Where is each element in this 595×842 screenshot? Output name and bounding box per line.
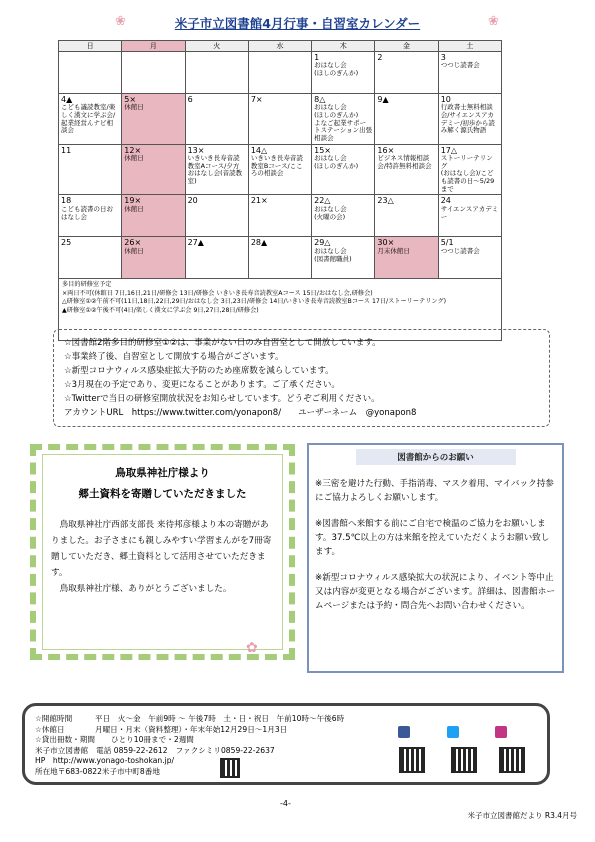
calendar-day-cell	[312, 52, 375, 94]
library-request-box	[307, 443, 564, 673]
qr-code-icon[interactable]	[499, 747, 525, 773]
notice-line: ☆事業終了後、自習室として開放する場合がございます。	[64, 352, 284, 362]
request-item: ※新型コロナウィルス感染拡大の状況により、イベント等中止又は内容が変更となる場合がございます。詳細は、図書館ホームページまたは予約・問合先へお問い合わせください。	[315, 573, 555, 611]
calendar-event-text: いきいき長寿音読教室Bコース/こころの相談会	[250, 154, 303, 178]
weekday-header: 金	[375, 41, 438, 52]
calendar-day-number: 22△	[314, 196, 331, 206]
calendar-event-text: いきいき長寿音読教室Aコース/夕方おはなし会(音読教室)	[187, 154, 243, 186]
weekday-header: 日	[59, 41, 122, 52]
closed-value: 月曜日・月末（資料整理）・年末年始12月29日～1月3日	[95, 724, 288, 734]
calendar-day-number: 15×	[314, 145, 332, 155]
calendar-day-number: 24	[440, 196, 451, 206]
qr-code-icon[interactable]	[399, 747, 425, 773]
calendar-day-cell	[438, 52, 501, 94]
calendar-event-text: おはなし会 (ほしのぎんか) よなご起業サポートステーション出張相談会	[314, 103, 373, 143]
hours-value: 平日 火～金 午前9時 ～ 午後7時 土・日・祝日 午前10時～午後6時	[95, 714, 345, 723]
calendar-day-number: 25	[61, 238, 72, 248]
calendar-day-number: 5×	[124, 95, 137, 104]
calendar-day-number: 14△	[250, 145, 268, 155]
weekday-header: 月	[122, 41, 185, 52]
calendar-day-cell	[59, 195, 122, 237]
calendar-day-cell	[122, 237, 185, 279]
calendar-event-text: 行政書士無料相談会/サイエンスアカデミー/初歩から読み解く源氏物語	[440, 103, 495, 135]
request-title: 図書館からのお願い	[356, 449, 516, 465]
request-item: ※図書館へ来館する前にご自宅で検温のご協力をお願いします。37.5℃以上の方は来館を控えていただくようお願い致します。	[315, 519, 550, 557]
calendar-day-cell	[312, 94, 375, 145]
library-name: 米子市立図書館	[35, 745, 89, 755]
closed-label: ☆休館日	[35, 724, 65, 734]
weekday-header: 水	[248, 41, 311, 52]
calendar-event-text: おはなし会 (ほしのぎんか)	[314, 61, 359, 78]
calendar-event-text: ストーリーテリング (おはなし会)/こども読書の日～5/29まで	[440, 154, 495, 193]
note-line: ▲研修室①②午後不可(4日/楽しく漢文に学ぶ会 9日,27日,28日/研修会)	[62, 306, 259, 314]
calendar-day-number: 30×	[377, 238, 395, 248]
calendar-day-cell	[185, 195, 248, 237]
calendar-day-cell	[59, 237, 122, 279]
weekday-header: 火	[185, 41, 248, 52]
calendar-event-text: 休館日	[124, 154, 144, 163]
calendar-day-cell	[59, 52, 122, 94]
calendar-day-number: 9▲	[377, 95, 389, 104]
calendar-day-number: 12×	[124, 145, 142, 155]
calendar-day-number: 29△	[314, 238, 331, 248]
flower-decoration: ❀	[488, 14, 499, 29]
notice-line: ☆図書館2階多目的研修室①②は、事業がない日のみ自習室として開放しています。	[64, 338, 381, 348]
fax: ファクシミリ0859-22-2637	[175, 745, 275, 755]
twitter-account-line[interactable]: アカウントURL https://www.twitter.com/yonapon8/ ユーザーネーム @yonapon8	[64, 408, 417, 418]
calendar-day-cell	[122, 52, 185, 94]
request-item: ※三密を避けた行動、手指消毒、マスク着用、マイバック持参にご協力よろしくお願いします。	[315, 479, 554, 503]
thanks-subtitle: 郷土資料を寄贈していただきました	[78, 488, 247, 500]
calendar-day-number: 20	[187, 196, 198, 206]
calendar-event-text: こども読書の日おはなし会	[61, 204, 113, 221]
calendar-day-cell	[312, 237, 375, 279]
note-line: ×両日不可(休館日 7日,16日,21日/研修会 13日/研修会 いきいき長寿音読教室Aコース 15日/おはなし会,研修会)	[62, 289, 373, 297]
calendar-day-number: 27▲	[187, 238, 204, 248]
twitter-icon[interactable]	[447, 726, 459, 738]
calendar-day-cell	[185, 237, 248, 279]
address: 所在地〒683-0822米子市中町8番地	[35, 766, 160, 776]
calendar-day-number: 2	[377, 53, 383, 62]
calendar-event-text: つつじ読書会	[440, 246, 480, 255]
calendar-day-cell	[375, 195, 438, 237]
study-room-notice	[53, 329, 550, 427]
calendar-event-text: つつじ読書会	[440, 61, 480, 70]
calendar-event-text: 休館日	[124, 246, 144, 255]
calendar-day-cell	[438, 144, 501, 195]
calendar-day-cell	[185, 144, 248, 195]
qr-code-icon[interactable]	[220, 758, 240, 778]
notice-line: ☆新型コロナウィルス感染症拡大予防のため座席数を減らしています。	[64, 366, 334, 376]
calendar-day-cell	[312, 195, 375, 237]
calendar-day-number: 8△	[314, 95, 326, 104]
note-line: △研修室①②午前不可(11日,18日,22日,29日/おはなし会 3日,23日/研修会 14日/いきいき長寿音読教室Bコース 17日/ストーリーテリング)	[62, 298, 447, 306]
calendar-day-cell	[248, 52, 311, 94]
calendar-day-cell	[185, 52, 248, 94]
newsletter-name: 米子市立図書館だより R3.4月号	[467, 811, 577, 820]
hours-label: ☆開館時間	[35, 714, 73, 723]
calendar-day-number: 23△	[377, 196, 394, 206]
qr-code-icon[interactable]	[451, 747, 477, 773]
calendar-day-cell	[438, 195, 501, 237]
calendar-day-cell	[248, 94, 311, 145]
calendar-event-text: こども議読教室/楽しく漢文に学ぶ会/起業経営んナビ相談会	[61, 103, 116, 135]
calendar-day-number: 10	[440, 95, 451, 104]
calendar-day-cell	[59, 94, 122, 145]
calendar-day-cell	[122, 144, 185, 195]
donation-thanks-box	[30, 444, 295, 660]
calendar-day-cell	[122, 195, 185, 237]
homepage-link[interactable]: HP http://www.yonago-toshokan.jp/	[35, 756, 175, 765]
weekday-header: 土	[438, 41, 501, 52]
calendar-event-text: おはなし会 (ほしのぎんか)	[314, 154, 359, 170]
notes-title: 多目的研修室予定	[62, 281, 112, 289]
calendar-event-text: おはなし会 (図書館職員)	[314, 246, 352, 263]
loan-value: ひとり10冊まで・2週間	[111, 735, 194, 744]
calendar-day-cell	[312, 144, 375, 195]
calendar-day-cell	[248, 195, 311, 237]
calendar-day-cell	[375, 52, 438, 94]
calendar-day-cell	[248, 237, 311, 279]
loan-label: ☆貸出冊数・期間	[35, 735, 95, 744]
calendar-day-cell	[59, 144, 122, 195]
calendar-day-number: 3	[440, 53, 446, 62]
calendar-day-number: 6	[187, 95, 193, 104]
calendar-day-cell	[248, 144, 311, 195]
calendar-day-cell	[122, 94, 185, 145]
calendar-day-cell	[375, 94, 438, 145]
flower-decoration: ✿	[246, 640, 258, 656]
calendar-day-number: 18	[61, 196, 72, 206]
calendar-table	[58, 40, 502, 341]
calendar-day-number: 5/1	[440, 238, 454, 248]
thanks-closing: 鳥取県神社庁様、ありがとうございました。	[59, 584, 232, 594]
calendar-day-number: 4▲	[61, 95, 73, 104]
instagram-icon[interactable]	[495, 726, 507, 738]
calendar-day-cell	[375, 237, 438, 279]
calendar-day-number: 11	[61, 145, 72, 155]
calendar-day-number: 7×	[250, 95, 263, 104]
calendar-day-number: 28▲	[250, 238, 268, 248]
flower-decoration: ❀	[115, 14, 126, 29]
weekday-header: 木	[312, 41, 375, 52]
calendar-event-text: サイエンスアカデミー	[440, 204, 499, 221]
facebook-icon[interactable]	[398, 726, 410, 738]
calendar-day-number: 1	[314, 53, 320, 62]
page-number: -4-	[280, 799, 291, 808]
tel: 電話 0859-22-2612	[96, 745, 168, 755]
calendar-day-cell	[438, 94, 501, 145]
calendar-day-number: 17△	[440, 145, 458, 155]
calendar-day-number: 13×	[187, 145, 205, 155]
calendar-event-text: 休館日	[124, 204, 144, 213]
calendar-day-number: 21×	[250, 196, 268, 206]
thanks-title: 鳥取県神社庁様より	[115, 467, 210, 479]
calendar-event-text: 月末休館日	[377, 246, 410, 255]
calendar-event-text: 休館日	[124, 103, 144, 112]
calendar-day-number: 26×	[124, 238, 142, 248]
page-title: 米子市立図書館4月行事・自習室カレンダー	[174, 16, 421, 31]
calendar-event-text: ビジネス情報相談会/特許無料相談会	[377, 154, 432, 170]
thanks-body: 鳥取県神社庁西部支部長 来待邦彦様より本の寄贈がありました。お子さまにも親しみやすい学習まんがを7冊寄贈していただき、郷土資料として活用させていただきます。	[51, 520, 272, 578]
calendar-day-number: 19×	[124, 196, 142, 206]
calendar-day-cell	[438, 237, 501, 279]
notice-line: ☆3月現在の予定であり、変更になることがあります。ご了承ください。	[64, 380, 340, 390]
calendar-event-text: おはなし会 (火曜の会)	[314, 204, 347, 221]
notice-line: ☆Twitterで当日の研修室開放状況をお知らせしています。どうぞご利用ください。	[64, 394, 380, 404]
calendar-day-cell	[375, 144, 438, 195]
calendar-day-number: 16×	[377, 145, 395, 155]
calendar-day-cell	[185, 94, 248, 145]
